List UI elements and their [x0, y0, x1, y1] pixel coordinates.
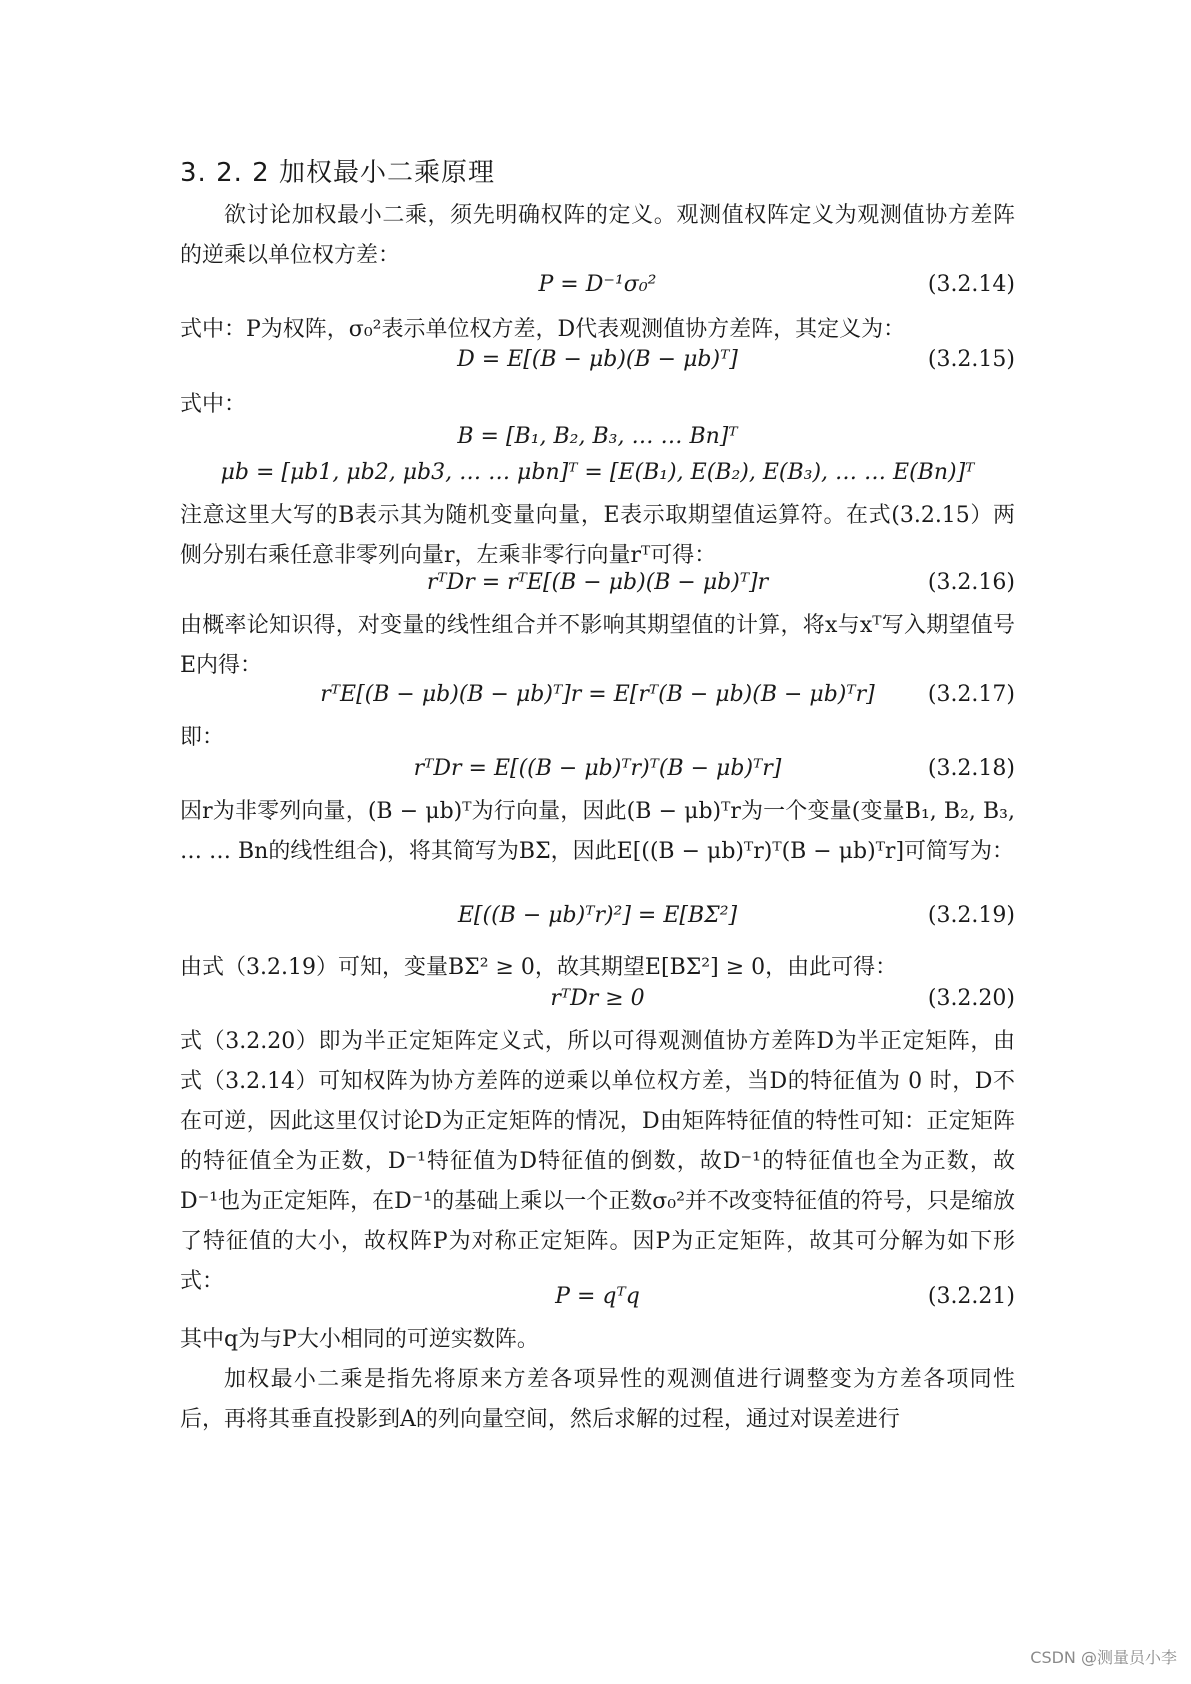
equation-number: (3.2.16) [927, 570, 1015, 595]
equation-mu-vector [180, 460, 1015, 498]
equation-3-2-21 [180, 1284, 1015, 1322]
equation-number: (3.2.17) [927, 682, 1015, 707]
paragraph-random-vector: 注意这里大写的B表示其为随机变量向量，E表示取期望值运算符。在式(3.2.15）两侧分别右乘任意非零列向量r，左乘非零行向量rᵀ可得： [180, 503, 1015, 568]
equation-number: (3.2.20) [927, 986, 1015, 1011]
equation-expression: P = D⁻¹σ₀² [538, 272, 657, 297]
section-heading: 3. 2. 2 加权最小二乘原理 [180, 158, 495, 188]
paragraph-namely: 即： [180, 725, 225, 750]
paragraph-symbols: 式中：P为权阵，σ₀²表示单位权方差，D代表观测值协方差阵，其定义为： [180, 317, 906, 342]
paragraph-where: 式中： [180, 392, 247, 417]
equation-expression: rᵀDr = rᵀE[(B − μb)(B − μb)ᵀ]r [426, 570, 769, 595]
equation-expression: rᵀDr ≥ 0 [550, 986, 645, 1011]
equation-3-2-19 [180, 903, 1015, 941]
paragraph-linear-combination: 因r为非零列向量，(B − μb)ᵀ为行向量，因此(B − μb)ᵀr为一个变量(变量B₁, B₂, B₃, … … Bn的线性组合)，将其简写为BΣ，因此E[((B − μb)ᵀr)ᵀ(B − μb)ᵀr]可简写为： [180, 799, 1015, 864]
equation-expression: rᵀE[(B − μb)(B − μb)ᵀ]r = E[rᵀ(B − μb)(B − μb)ᵀr] [320, 682, 875, 707]
equation-number: (3.2.15) [927, 347, 1015, 372]
equation-expression: E[((B − μb)ᵀr)²] = E[BΣ²] [457, 903, 738, 928]
equation-3-2-20 [180, 986, 1015, 1024]
equation-expression: rᵀDr = E[((B − μb)ᵀr)ᵀ(B − μb)ᵀr] [413, 756, 782, 781]
equation-3-2-14 [180, 272, 1015, 310]
paragraph-weight-definition: 欲讨论加权最小二乘，须先明确权阵的定义。观测值权阵定义为观测值协方差阵的逆乘以单位权方差： [180, 203, 1015, 268]
equation-expression: μb = [μb1, μb2, μb3, … … μbn]ᵀ = [E(B₁), E(B₂), E(B₃), … … E(Bn)]ᵀ [220, 460, 975, 485]
equation-number: (3.2.21) [927, 1284, 1015, 1309]
watermark: CSDN @测量员小李 [1030, 1648, 1177, 1667]
equation-3-2-18 [180, 756, 1015, 794]
equation-number: (3.2.19) [927, 903, 1015, 928]
paragraph-weighted-lsq: 加权最小二乘是指先将原来方差各项异性的观测值进行调整变为方差各项同性后，再将其垂直投影到A的列向量空间，然后求解的过程，通过对误差进行 [180, 1367, 1015, 1432]
equation-number: (3.2.14) [927, 272, 1015, 297]
paragraph-positive-definite: 式（3.2.20）即为半正定矩阵定义式，所以可得观测值协方差阵D为半正定矩阵，由式（3.2.14）可知权阵为协方差阵的逆乘以单位权方差，当D的特征值为 0 时，D不在可逆，因此这里仅讨论D为正定矩阵的情况，D由矩阵特征值的特性可知：正定矩阵的特征值全为正数，D⁻¹特征值为D特征值的倒数，故D⁻¹的特征值也全为正数，故D⁻¹也为正定矩阵，在D⁻¹的基础上乘以一个正数σ₀²并不改变特征值的符号，只是缩放了特征值的大小，故权阵P为对称正定矩阵。因P为正定矩阵，故其可分解为如下形式： [180, 1029, 1015, 1294]
paragraph-nonnegative: 由式（3.2.19）可知，变量BΣ² ≥ 0，故其期望E[BΣ²] ≥ 0，由此可得： [180, 955, 898, 980]
paragraph-q-matrix: 其中q为与P大小相同的可逆实数阵。 [180, 1327, 539, 1352]
equation-3-2-17 [180, 682, 1015, 720]
equation-b-vector [180, 424, 1015, 462]
paragraph-probability: 由概率论知识得，对变量的线性组合并不影响其期望值的计算，将x与xᵀ写入期望值号E内得： [180, 613, 1015, 678]
equation-expression: B = [B₁, B₂, B₃, … … Bn]ᵀ [457, 424, 738, 449]
equation-number: (3.2.18) [927, 756, 1015, 781]
equation-expression: P = qᵀq [555, 1284, 640, 1309]
equation-expression: D = E[(B − μb)(B − μb)ᵀ] [457, 347, 738, 372]
equation-3-2-15 [180, 347, 1015, 385]
equation-3-2-16 [180, 570, 1015, 608]
